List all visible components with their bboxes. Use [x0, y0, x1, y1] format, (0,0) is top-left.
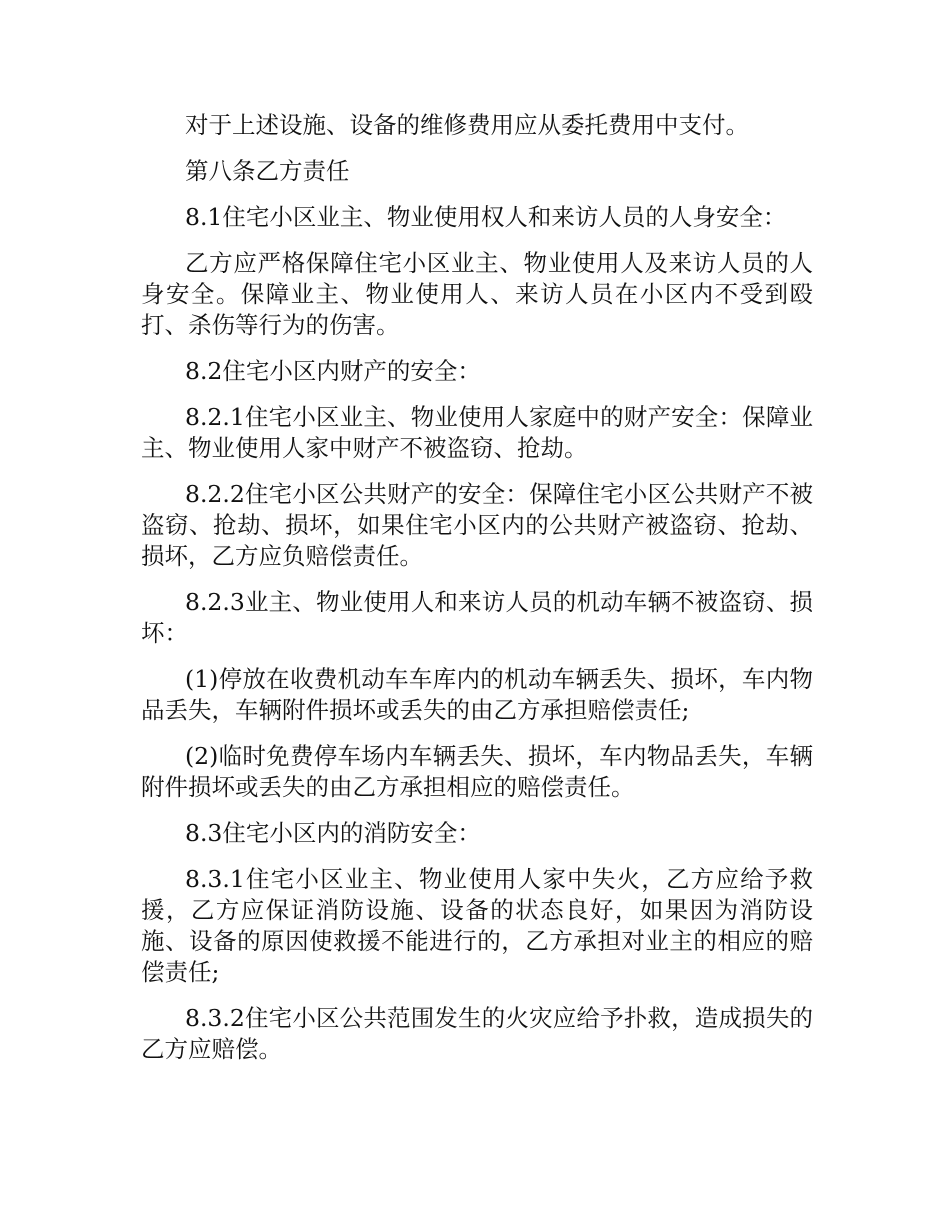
- paragraph-repair-costs: 对于上述设施、设备的维修费用应从委托费用中支付。: [185, 111, 749, 139]
- clause-8-2-3-item-2: (2)临时免费停车场内车辆丢失、损坏，车内物品丢失，车辆附件损坏或丢失的由乙方承担相应的赔偿责任。: [141, 742, 813, 801]
- clause-8-2: 8.2住宅小区内财产的安全：: [185, 357, 481, 385]
- clause-8-2-3: 8.2.3业主、物业使用人和来访人员的机动车辆不被盗窃、损坏：: [141, 588, 813, 647]
- clause-8-3: 8.3住宅小区内的消防安全：: [185, 819, 481, 847]
- clause-8-2-3-item-1: (1)停放在收费机动车车库内的机动车辆丢失、损坏，车内物品丢失，车辆附件损坏或丢失的由乙方承担赔偿责任;: [141, 665, 813, 724]
- clause-8-3-2: 8.3.2住宅小区公共范围发生的火灾应给予扑救，造成损失的乙方应赔偿。: [141, 1004, 813, 1063]
- document-body: [141, 110, 813, 1080]
- clause-8-1-body: 乙方应严格保障住宅小区业主、物业使用人及来访人员的人身安全。保障业主、物业使用人、来访人员在小区内不受到殴打、杀伤等行为的伤害。: [141, 249, 813, 339]
- clause-8-3-1: 8.3.1住宅小区业主、物业使用人家中失火，乙方应给予救援，乙方应保证消防设施、设备的状态良好，如果因为消防设施、设备的原因使救援不能进行的，乙方承担对业主的相应的赔偿责任;: [141, 865, 813, 986]
- clause-8-2-2: 8.2.2住宅小区公共财产的安全：保障住宅小区公共财产不被盗窃、抢劫、损坏，如果住宅小区内的公共财产被盗窃、抢劫、损坏，乙方应负赔偿责任。: [141, 480, 813, 570]
- section-heading-article-8: 第八条乙方责任: [185, 157, 350, 185]
- clause-8-1: 8.1住宅小区业主、物业使用权人和来访人员的人身安全：: [185, 203, 787, 231]
- clause-8-2-1: 8.2.1住宅小区业主、物业使用人家庭中的财产安全：保障业主、物业使用人家中财产不被盗窃、抢劫。: [141, 403, 813, 462]
